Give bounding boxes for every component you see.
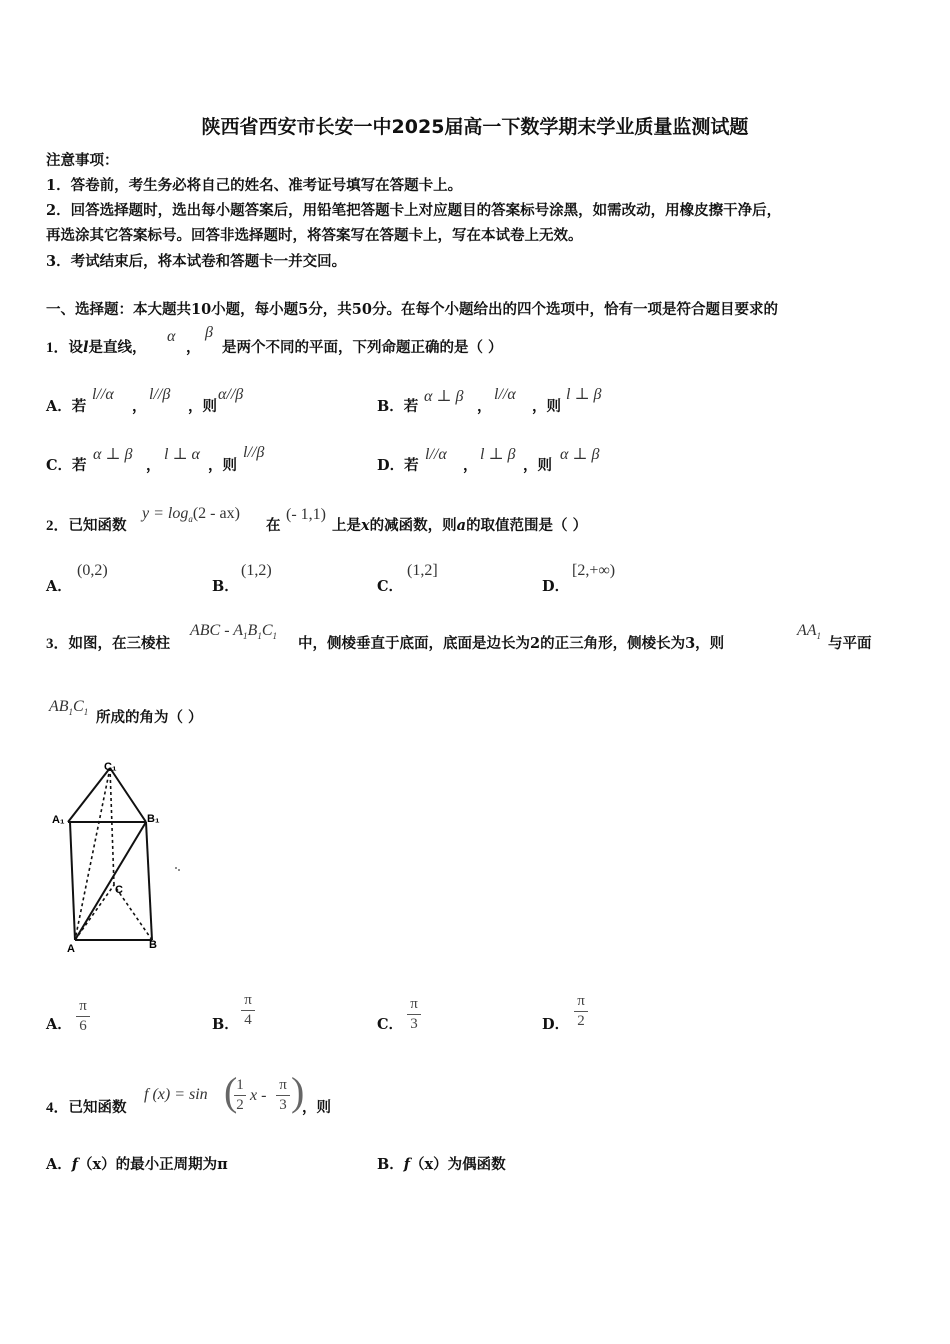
q1-b-conc: l ⊥ β [566,386,602,403]
q1-comma: ， [186,339,201,356]
q2-d-value: [2,+∞) [572,562,616,579]
prism-figure [48,755,198,960]
q3-b-fraction: π 4 [241,992,255,1029]
q1-a-then: ，则 [188,398,217,415]
q3-c-fraction: π 3 [407,996,421,1033]
q1-option-a[interactable]: A．若 [46,398,87,415]
notice-item-3: 3．考试结束后，将本试卷和答题卡一并交回。 [46,253,347,270]
q2-text-zai: 在 [266,517,281,534]
q1-d-comma: ， [463,457,478,474]
notice-heading: 注意事项： [46,152,119,169]
q1-alpha: α [167,328,176,345]
q3-option-c[interactable]: C． [377,1016,404,1033]
notice-item-1: 1．答卷前，考生务必将自己的姓名、准考证号填写在答题卡上。 [46,177,463,194]
label-b1: B₁ [147,813,160,825]
label-a: A [67,943,75,955]
q1-a-cond2: l//β [149,386,171,403]
question-1-stem: 1．设l是直线， [46,339,147,356]
q3-option-a[interactable]: A． [46,1016,72,1033]
q1-c-conc: l//β [243,444,265,461]
q1-option-b[interactable]: B．若 [377,398,419,415]
q3-prism: ABC - $A_1B_1C_1$ [190,622,277,642]
notice-item-2-cont: 再选涂其它答案标号。回答非选择题时，将答案写在答题卡上，写在本试卷上无效。 [46,227,583,244]
q4-paren-right: ) [291,1069,305,1114]
q3-edge: $AA_1$ [797,622,822,642]
q2-a-value: (0,2) [77,562,108,579]
page-title: 陕西省西安市长安一中2025届高一下数学期末学业质量监测试题 [201,116,749,138]
q4-x-minus: x - [250,1087,267,1104]
q1-b-comma: ， [477,398,492,415]
q1-c-cond1: α ⊥ β [93,446,133,463]
q2-option-c[interactable]: C． [377,578,404,595]
q3-a-fraction: π 6 [76,998,90,1035]
q1-c-cond2: l ⊥ α [164,446,200,463]
q1-beta: β [205,324,213,341]
q1-b-then: ，则 [532,398,561,415]
q1-d-conc: α ⊥ β [560,446,600,463]
q1-d-cond2: l ⊥ β [480,446,516,463]
q2-b-value: (1,2) [241,562,272,579]
q3-plane: $AB_1C_1$ [49,698,89,718]
q1-a-cond1: l//α [92,386,114,403]
q2-stem-end: 上是x的减函数，则a的取值范围是（ ） [332,517,588,534]
label-c: C [115,884,123,896]
label-c1: C₁ [104,761,117,773]
q3-option-b[interactable]: B． [212,1016,239,1033]
q2-option-a[interactable]: A． [46,578,72,595]
q1-d-then: ，则 [523,457,552,474]
question-2-stem: 2．已知函数 [46,517,127,534]
label-b: B [149,939,157,951]
question-4-stem: 4．已知函数 [46,1099,127,1116]
q1-b-cond2: l//α [494,386,516,403]
q4-half: 1 2 [234,1077,246,1114]
q2-c-value: (1,2] [407,562,438,579]
label-a1: A₁ [52,814,65,826]
q1-option-c[interactable]: C．若 [46,457,87,474]
q1-c-comma: ， [146,457,161,474]
q1-c-then: ，则 [208,457,237,474]
q3-stem-plane: 与平面 [828,635,872,652]
q1-b-cond1: α ⊥ β [424,388,464,405]
q4-paren-left: ( [224,1069,238,1114]
q1-a-conc: α//β [218,386,244,403]
q4-stem-end: ，则 [302,1099,331,1116]
q3-stem-end: 所成的角为（ ） [96,709,203,726]
q1-option-d[interactable]: D．若 [377,457,419,474]
q2-interval: (- 1,1) [286,506,326,523]
q2-option-b[interactable]: B． [212,578,239,595]
q3-option-d[interactable]: D． [542,1016,570,1033]
q1-stem-end: 是两个不同的平面，下列命题正确的是（ ） [222,339,503,356]
q4-option-a[interactable]: A．f（x）的最小正周期为π [46,1156,228,1173]
q3-stem-mid: 中，侧棱垂直于底面，底面是边长为2的正三角形，侧棱长为3，则 [298,635,725,652]
q4-pi-third: π 3 [276,1077,290,1114]
notice-item-2: 2．回答选择题时，选出每小题答案后，用铅笔把答题卡上对应题目的答案标号涂黑，如需改动，用橡皮擦干净后， [46,202,782,219]
section-heading: 一、选择题：本大题共10小题，每小题5分，共50分。在每个小题给出的四个选项中，恰有一项是符合题目要求的 [46,301,778,318]
q2-function: $y = \log_a(2 - ax)$ [142,505,240,525]
q3-d-fraction: π 2 [574,993,588,1030]
q1-d-cond1: l//α [425,446,447,463]
q2-option-d[interactable]: D． [542,578,570,595]
q1-a-comma: ， [132,398,147,415]
question-3-stem: 3．如图，在三棱柱 [46,635,171,652]
q4-option-b[interactable]: B．f（x）为偶函数 [377,1156,506,1173]
q4-function: f (x) = sin [144,1086,208,1103]
